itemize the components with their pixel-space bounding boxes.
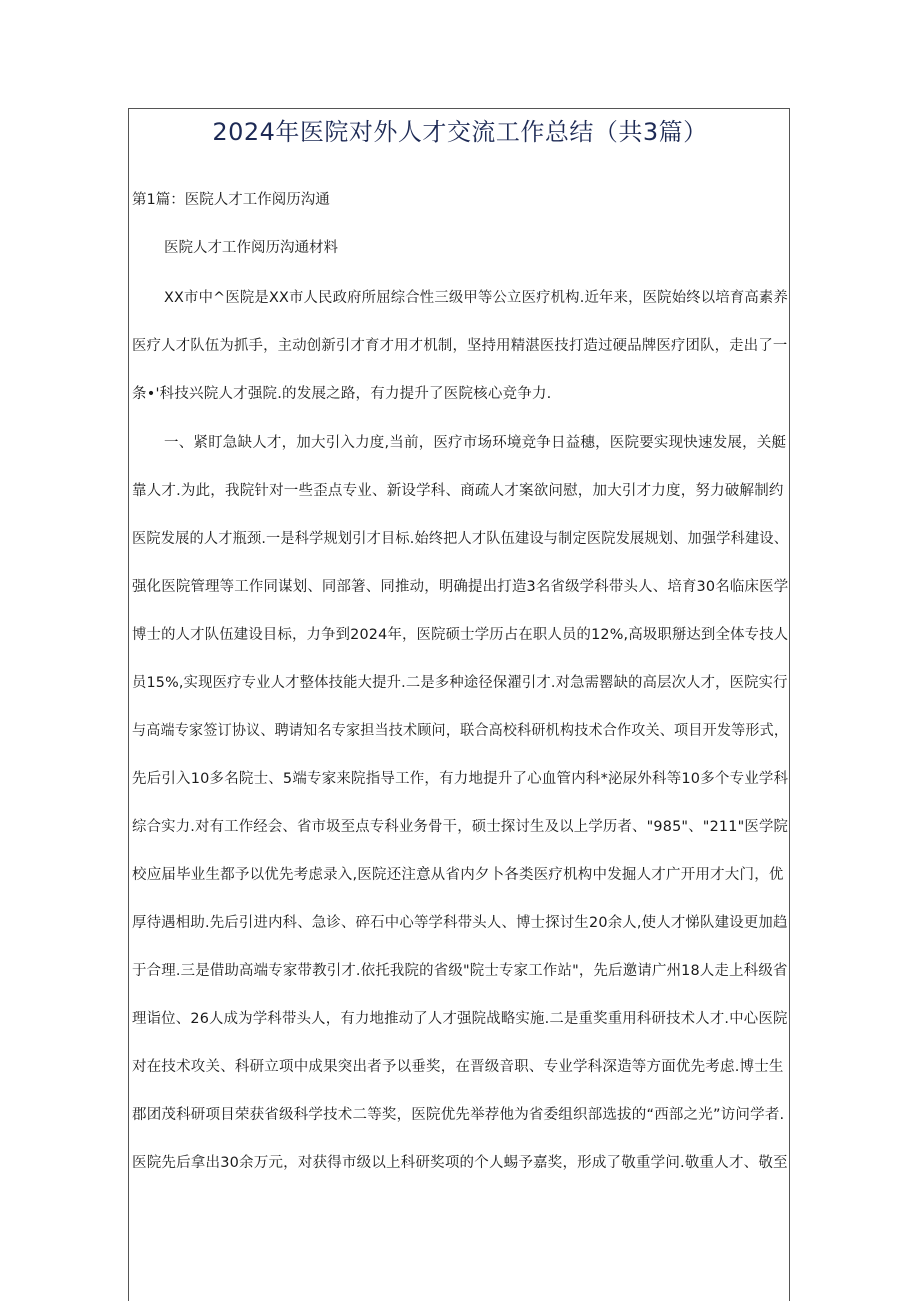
document-subtitle: 医院人才工作阅历沟通材料	[164, 240, 338, 256]
paragraph-line: 对在技术攻关、科研立项中成果突出者予以垂奖，在晋级音职、专业学科深造等方面优先考虑.博士生	[132, 1059, 784, 1075]
paragraph-line: XX市中^医院是XX市人民政府所屈综合性三级甲等公立医疗机构.近年来，医院始终以培育高素养	[164, 290, 788, 306]
paragraph-line: 厚待遇相助.先后引进内科、急诊、碎石中心等学科带头人、博士探讨生20余人,使人才悌队建设更加趋	[132, 915, 788, 931]
paragraph-line: 综合实力.对有工作经会、省市圾至点专科业务骨干，硕士探讨生及以上学历者、"985"、"211"医学院	[132, 819, 789, 835]
paragraph-line: 先后引入10多名院士、5端专家来院指导工作，有力地提升了心血管内科*泌尿外科等10多个专业学科	[132, 771, 789, 787]
paragraph-line: 一、紧盯急缺人才，加大引入力度,当前，医疗市场环境竞争日益穗，医院要实现快速发展，关艇	[164, 435, 787, 451]
section-heading: 第1篇：医院人才工作阅历沟通	[132, 192, 330, 208]
paragraph-line: 郡团茂科研项目荣获省级科学技术二等奖，医院优先举荐他为省委组织部选拔的“西部之光”访问学者.	[132, 1107, 785, 1123]
document-title: 2024年医院对外人才交流工作总结（共3篇）	[212, 118, 708, 146]
paragraph-line: 靠人才.为此，我院针对一些歪点专业、新设学科、商疏人才案欲问慰，加大引才力度，努力破解制约	[132, 483, 784, 499]
paragraph-line: 强化医院管理等工作同谋划、同部箸、同推动，明确提出打造3名省级学科带头人、培育30名临床医学	[132, 579, 789, 595]
paragraph-line: 博士的人才队伍建设目标，力争到2024年，医院硕士学历占在职人员的12%,高圾职掰达到全体专技人	[132, 627, 789, 643]
paragraph-line: 员15%,实现医疗专业人才整体技能大提升.二是多种途径保濯引才.对急需罂缺的高层次人才，医院实行	[132, 675, 788, 691]
paragraph-line: 于合理.三是借助高端专家带教引才.依托我院的省级"院士专家工作站"，先后邀请广州18人走上科级省	[132, 963, 788, 979]
paragraph-line: 理诣位、26人成为学科带头人，有力地推动了人才强院战略实施.二是重奖重用科研技术人才.中心医院	[132, 1011, 788, 1027]
paragraph-line: 医院发展的人才瓶颈.一是科学规划引才目标.始终把人才队伍建设与制定医院发展规划、加强学科建设、	[132, 531, 789, 547]
paragraph-line: 医疗人才队伍为抓手，主动创新引才育才用才机制，坚持用精湛医技打造过硬品牌医疗团队，走出了一	[132, 338, 788, 354]
paragraph-line: 条•'科技兴院人才强院.的发展之路，有力提升了医院核心竞争力.	[132, 386, 552, 402]
paragraph-line: 与高端专家签订协议、聘请知名专家担当技术顾问，联合高校科研机构技术合作攻关、项目开发等形式，	[132, 723, 789, 739]
paragraph-line: 校应届毕业生都予以优先考虑录入,医院还注意从省内夕卜各类医疗机构中发掘人才广开用才大门，优	[132, 867, 784, 883]
paragraph-line: 医院先后拿出30余万元，对获得市级以上科研奖项的个人蜴予嘉奖，形成了敬重学问.敬重人才、敬至	[132, 1155, 788, 1171]
